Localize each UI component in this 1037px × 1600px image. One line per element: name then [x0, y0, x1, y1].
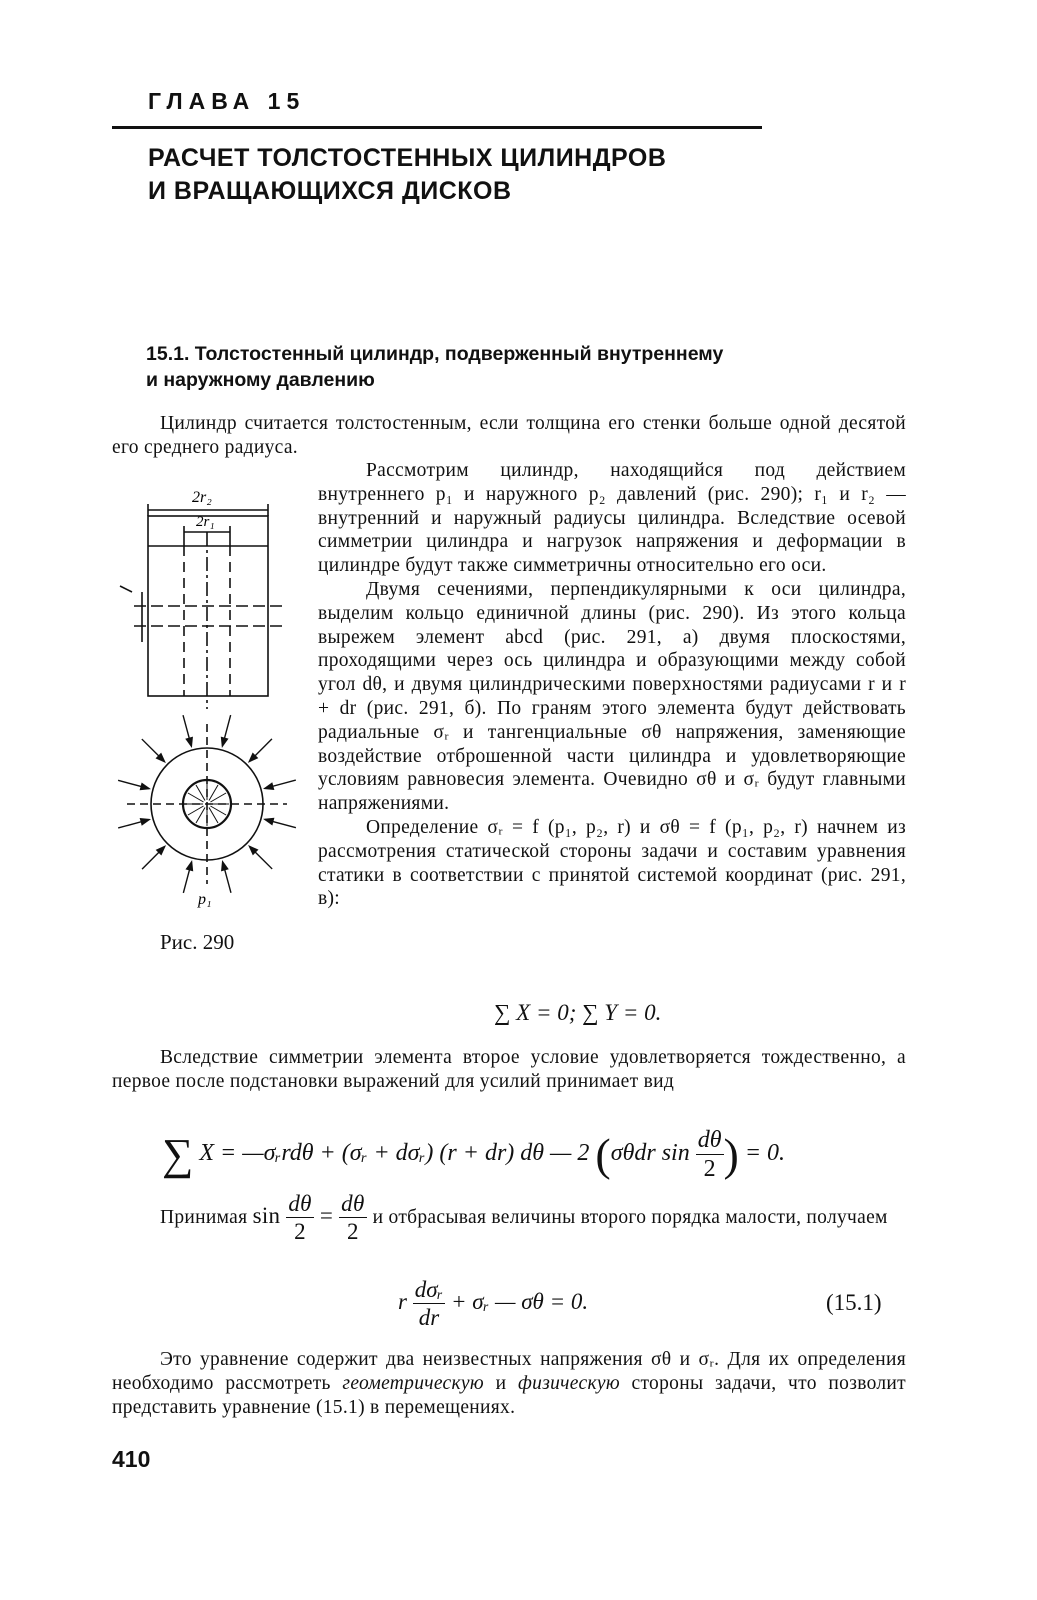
page-number: 410: [112, 1446, 151, 1472]
sigma-symbol: ∑: [162, 1130, 194, 1179]
figure-290: [112, 474, 312, 934]
label-p1: p₁: [198, 891, 212, 908]
section-title-line2: и наружному давлению: [146, 369, 375, 391]
paragraph-sections: Двумя сечениями, перпендикулярными к оси цилиндра, выделим кольцо единичной длины (рис. 290). Из этого кольца вырежем элемент abcd (рис. 291, а) двумя плоскостями, проходящими через ось цилиндра и образующими между собой угол dθ, и двумя цилиндрическими поверхностями радиусами r и r + dr (рис. 291, б). По граням этого элемента будут действовать радиальные σᵣ и тангенциальные σθ напряжения, заменяющие воздействие отброшенной части цилиндра и удовлетворяющие условиям равновесия элемента. Очевидно σθ и σᵣ будут главными напряжениями.: [318, 578, 906, 815]
outer-arrow-head: [186, 738, 192, 747]
label-2r2: 2r₂: [192, 489, 212, 506]
equation-number: (15.1): [826, 1290, 882, 1315]
outer-arrow-head: [141, 819, 150, 825]
paragraph-definition: Определение σᵣ = f (p₁, p₂, r) и σθ = f (p₁, p₂, r) начнем из рассмотрения статической стороны задачи и составим уравнения статики в соответствии с принятой системой координат (рис. 291, в):: [318, 816, 906, 910]
label-2r1: 2r₁: [196, 514, 215, 530]
outer-arrow-head: [265, 819, 274, 825]
figure-caption: Рис. 290: [160, 930, 235, 954]
equation-sum-lhs: X = —σᵣrdθ + (σᵣ + dσᵣ) (r + dr) dθ — 2: [199, 1140, 590, 1167]
paragraph-consider: Рассмотрим цилиндр, находящийся под действием внутреннего p₁ и наружного p₂ давлений (рис. 290); r₁ и r₂ — внутренний и наружный радиусы цилиндра. Вследствие осевой симметрии цилиндра и нагрузок напряжения и деформации в цилиндре будут также симметричны относительно его оси.: [318, 460, 906, 577]
equation-sum-paren: σθdr sin: [610, 1140, 690, 1167]
paren-open: (: [595, 1129, 611, 1180]
paragraph-conclusion-text: Это уравнение содержит два неизвестных напряжения σθ и σᵣ. Для их определения необходимо рассмотреть геометрическую и физическую стороны задачи, что позволит представить уравнение (15.1) в перемещениях.: [112, 1349, 906, 1418]
outer-arrow-head: [141, 784, 150, 790]
paragraph-accepting: [160, 1192, 906, 1243]
section-title-line1: 15.1. Толстостенный цилиндр, подверженный внутреннему: [146, 343, 724, 365]
figure-290-drawing: [112, 474, 312, 934]
outer-arrow-head: [187, 862, 193, 871]
equation-statics: ∑ X = 0; ∑ Y = 0.: [494, 1000, 662, 1025]
paragraph-symmetry: [112, 1046, 906, 1094]
chapter-title-line2: И ВРАЩАЮЩИХСЯ ДИСКОВ: [148, 177, 512, 205]
paragraph-conclusion: [112, 1348, 906, 1419]
chapter-rule: [112, 126, 762, 129]
paren-close: ): [723, 1129, 739, 1180]
right-column: [318, 459, 906, 911]
equation-sum: [162, 1128, 785, 1181]
outer-arrow-head: [222, 738, 228, 747]
paragraph-symmetry-text: Вследствие симметрии элемента второе условие удовлетворяется тождественно, а первое после подстановки выражений для усилий принимает вид: [112, 1047, 906, 1092]
outer-arrow-head: [222, 862, 228, 871]
accepting-word: Принимая: [160, 1206, 248, 1228]
equation-15-1: r $\frac{\text{dσᵣ}}{dr}$ + σᵣ — σθ = 0.: [398, 1277, 589, 1330]
paragraph-intro: [112, 412, 906, 460]
fraction-dtheta-2: $\frac{d\theta}{2}$: [697, 1127, 722, 1182]
paragraph-intro-text: Цилиндр считается толстостенным, если толщина его стенки больше одной десятой его среднего радиуса.: [112, 413, 906, 458]
chapter-label: ГЛАВА 15: [148, 88, 306, 114]
fraction-dsigma-dr: $\frac{\text{dσᵣ}}{dr}$: [414, 1277, 444, 1330]
outer-arrow-head: [265, 783, 274, 789]
chapter-title: [148, 142, 666, 208]
accepting-rest: и отбрасывая величины второго порядка малости, получаем: [372, 1206, 888, 1228]
sin-approx: sin $\frac{d\theta}{2}$ = $\frac{d\theta}{2}$: [252, 1191, 365, 1244]
chapter-title-line1: РАСЧЕТ ТОЛСТОСТЕННЫХ ЦИЛИНДРОВ: [148, 144, 667, 172]
equation-sum-rhs: = 0.: [744, 1140, 786, 1167]
section-title: [146, 341, 846, 393]
